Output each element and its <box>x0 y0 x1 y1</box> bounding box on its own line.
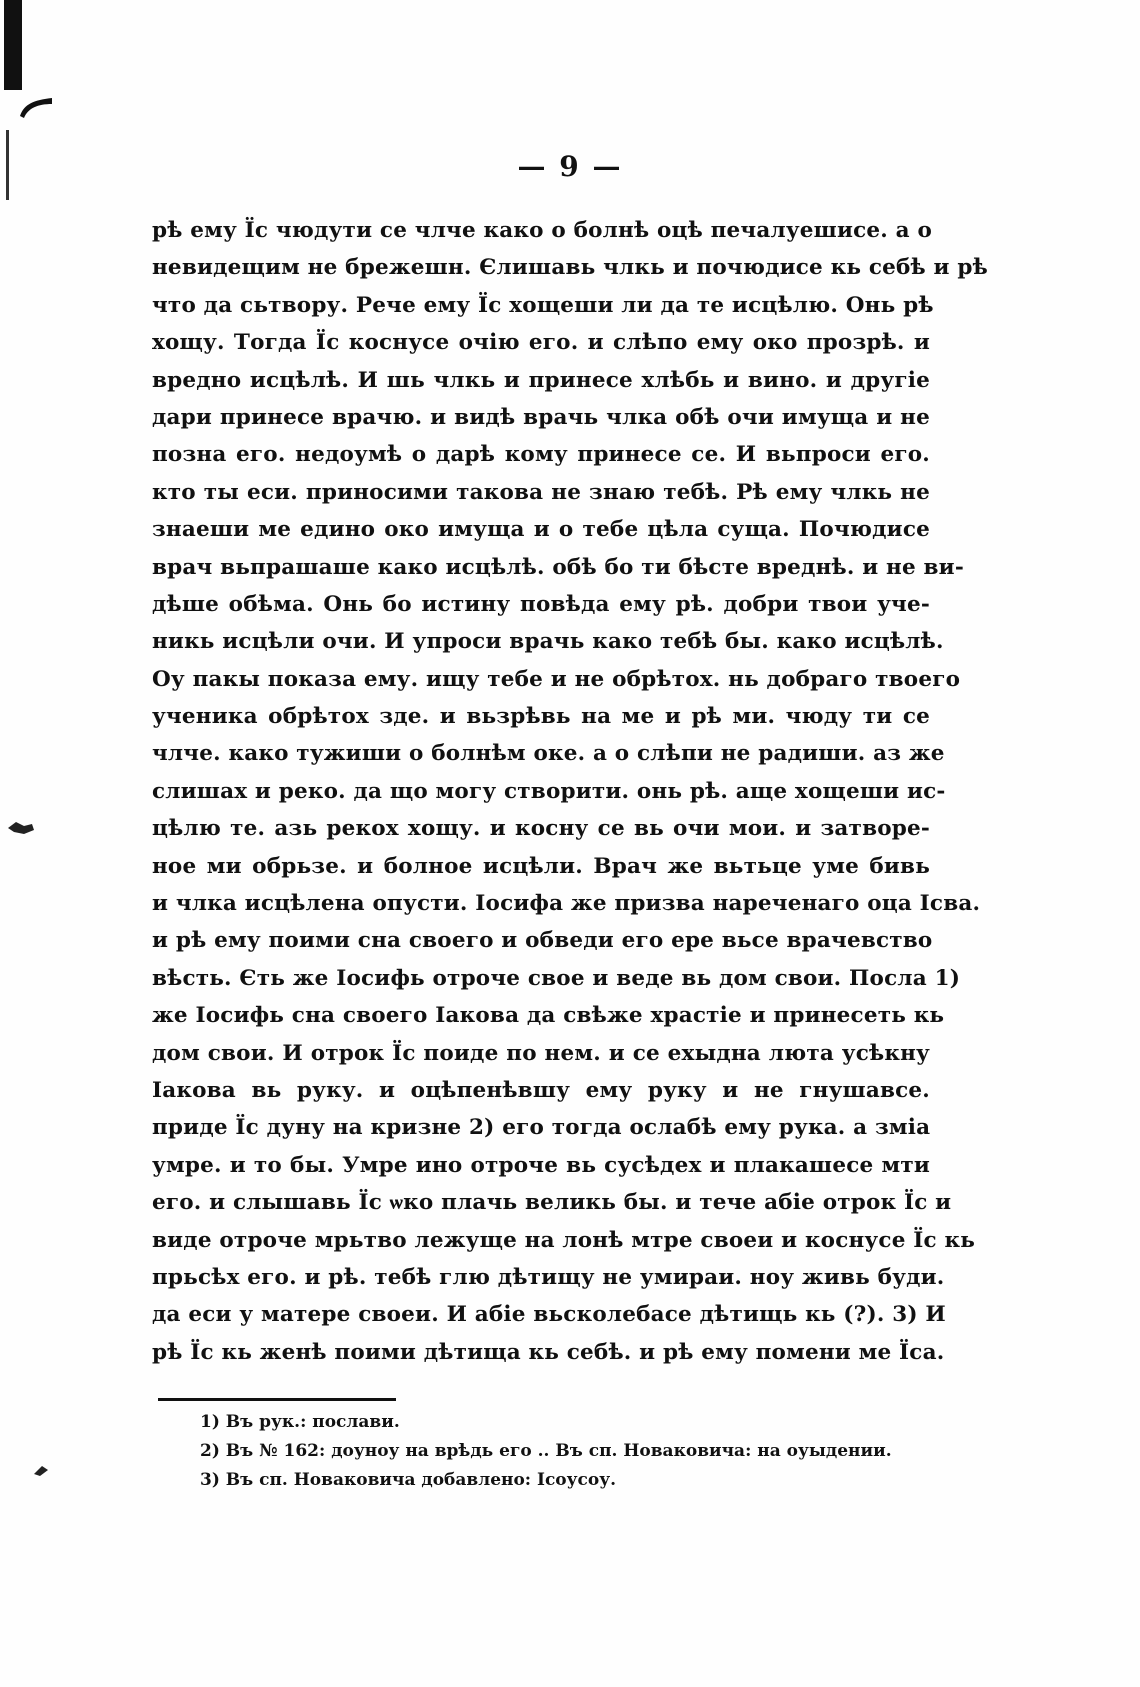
scan-smudge-mark <box>30 1460 60 1480</box>
text-line: никь исцѣли очи. И упроси врачь како тебѣ бы. како исцѣлѣ. <box>152 629 944 655</box>
text-line: кто ты еси. приносими такова не знаю тебѣ. Рѣ ему члкь не <box>152 479 930 505</box>
text-line: прьсѣх его. и рѣ. тебѣ глю дѣтищу не умираи. ноу живь буди. <box>152 1264 945 1290</box>
text-line: врач вьпрашаше како исцѣлѣ. обѣ бо ти бѣсте вреднѣ. и не ви- <box>152 554 964 580</box>
text-line: да еси у матере своеи. И абіе вьсколебасе дѣтищь кь (?). 3) И <box>152 1302 946 1328</box>
footnotes <box>200 1408 892 1495</box>
text-line: вѣсть. Єть же Іосифь отроче свое и веде вь дом свои. Посла 1) <box>152 965 961 991</box>
text-line: рѣ Їс кь женѣ поими дѣтища кь себѣ. и рѣ ему помени ме Їса. <box>152 1339 945 1365</box>
text-line: рѣ ему Їс чюдути се члче како о болнѣ оцѣ печалуешисе. а о <box>152 218 933 243</box>
text-line: невидещим не брежешн. Єлишавь члкь и почюдисе кь себѣ и рѣ <box>152 255 988 281</box>
text-line: дари принесе врачю. и видѣ врачь члка обѣ очи имуща и не <box>152 404 930 430</box>
text-line: ное ми обрьзе. и болное исцѣли. Врач же вьтьце уме бивь <box>152 853 930 879</box>
footnote: 1) Въ рук.: послави. <box>200 1412 400 1432</box>
body-text <box>152 212 988 1371</box>
scan-edge-hook <box>18 96 54 118</box>
footnote: 3) Въ сп. Новаковича добавлено: Ісоусоу. <box>200 1470 617 1490</box>
text-line: дом свои. И отрок Їс поиде по нем. и се ехыдна люта усѣкну <box>152 1040 930 1066</box>
text-line: знаеши ме едино око имуща и о тебе цѣла суща. Почюдисе <box>152 517 930 543</box>
text-line: виде отроче мрьтво лежуще на лонѣ мтре своеи и коснусе Їс кь <box>152 1227 976 1253</box>
footnote: 2) Въ № 162: доуноу на врѣдь его .. Въ сп. Новаковича: на оуыдении. <box>200 1441 892 1461</box>
text-line: же Іосифь сна своего Іакова да свѣже храстіе и принесеть кь <box>152 1003 945 1029</box>
text-line: вредно исцѣлѣ. И шь члкь и принесе хлѣбь и вино. и другіе <box>152 367 930 393</box>
text-line: позна его. недоумѣ о дарѣ кому принесе се. И вьпроси его. <box>152 442 930 468</box>
footnote-divider <box>158 1398 396 1401</box>
text-line: умре. и то бы. Умре ино отроче вь сусѣдех и плакашесе мти <box>152 1152 930 1178</box>
text-line: цѣлю те. азь рекох хощу. и косну се вь очи мои. и затворе- <box>152 816 930 842</box>
text-line: хощу. Тогда Їс коснусе очію его. и слѣпо ему око прозрѣ. и <box>152 330 930 356</box>
text-line: и члка исцѣлена опусти. Іосифа же призва нареченаго оца Ісва. <box>152 891 981 917</box>
text-line: приде Їс дуну на кризне 2) его тогда ослабѣ ему рука. а зміа <box>152 1115 931 1141</box>
text-line: что да сьтвору. Рече ему Їс хощеши ли да те исцѣлю. Онь рѣ <box>152 292 934 318</box>
text-line: дѣше обѣма. Онь бо истину повѣда ему рѣ. добри твои уче- <box>152 591 930 617</box>
text-line: ученика обрѣтох зде. и вьзрѣвь на ме и рѣ ми. чюду ти се <box>152 704 930 730</box>
text-line: члче. како тужиши о болнѣм оке. а о слѣпи не радиши. аз же <box>152 741 945 767</box>
page-number: — 9 — <box>517 150 623 183</box>
text-line: и рѣ ему поими сна своего и обведи его ере вьсе врачевство <box>152 928 933 954</box>
text-line: Оу пакы показа ему. ищу тебе и не обрѣтох. нь добраго твоего <box>152 666 961 692</box>
text-line: слишах и реко. да що могу створити. онь рѣ. аще хощеши ис- <box>152 778 946 804</box>
scan-edge-bar <box>4 0 22 90</box>
text-line: его. и слышавь Їс ѡко плачь великь бы. и тече абіе отрок Їс и <box>152 1190 952 1216</box>
text-line: Іакова вь руку. и оцѣпенѣвшу ему руку и не гнушавсе. <box>152 1077 930 1103</box>
scan-smudge-mark <box>6 818 36 838</box>
